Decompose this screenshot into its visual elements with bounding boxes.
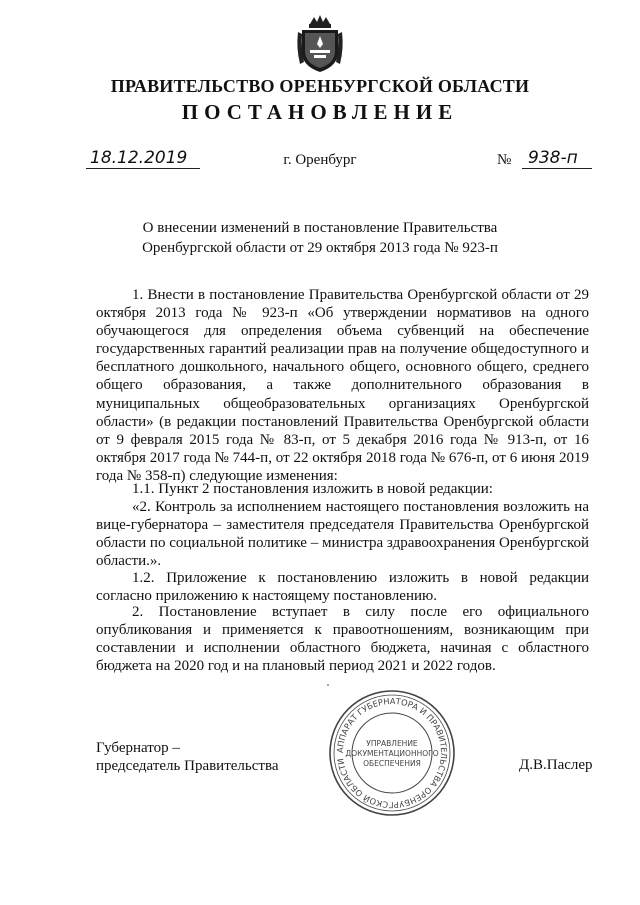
scan-dot (327, 684, 329, 686)
body-paragraph-1: 1. Внести в постановление Правительства Оренбургской области от 29 октября 2013 года № 923-п «Об утверждении нормативов на одного обучающегося для определения объема субвенций на обеспечение государственных гарантий реализации прав на получение общедоступного и бесплатного дошкольного, начального общего, основного общего, среднего общего образования, а также дополнительного образования в муниципальных общеобразовательных организациях Оренбургской области» (в редакции постановлений Правительства Оренбургской области от 9 февраля 2015 года № 83-п, от 5 декабря 2016 года № 913-п, от 16 октября 2017 года № 744-п, от 22 октября 2018 года № 676-п, от 6 июня 2019 года № 358-п) следующие изменения: (96, 287, 589, 484)
document-type: ПОСТАНОВЛЕНИЕ (181, 100, 459, 124)
official-stamp (327, 688, 457, 818)
document-city: г. Оренбург (283, 152, 357, 168)
government-title: ПРАВИТЕЛЬСТВО ОРЕНБУРГСКОЙ ОБЛАСТИ (110, 76, 530, 96)
document-number: 938-п (528, 148, 578, 168)
document-subject: О внесении изменений в постановление Правительства Оренбургской области от 29 октября 2013 года № 923-п (142, 220, 498, 256)
body-paragraph-1-2: 1.2. Приложение к постановлению изложить в новой редакции согласно приложению к настоящему постановлению. (96, 570, 589, 605)
stamp-line-1: УПРАВЛЕНИЕ (366, 739, 418, 748)
stamp-icon (327, 688, 457, 818)
signatory-title (96, 739, 279, 775)
number-sign: № (497, 152, 512, 168)
stamp-ring-text: АППАРАТ ГУБЕРНАТОРА И ПРАВИТЕЛЬСТВА ОРЕНБУРГСКОЙ ОБЛАСТИ (334, 695, 450, 811)
signatory-name: Д.В.Паслер (519, 757, 593, 773)
body-paragraph-2: 2. Постановление вступает в силу после его официального опубликования и применяется к правоотношениям, возникающим при составлении и исполнении областного бюджета, начиная с областного бюджета на 2020 год и на плановый период 2021 и 2022 годов. (96, 604, 589, 675)
document-date: 18.12.2019 (90, 148, 188, 168)
body-paragraph-1-1: 1.1. Пункт 2 постановления изложить в новой редакции: (132, 481, 493, 497)
stamp-line-3: ОБЕСПЕЧЕНИЯ (363, 759, 421, 768)
coat-of-arms-icon (296, 14, 344, 76)
number-underline (522, 168, 592, 169)
stamp-line-2: ДОКУМЕНТАЦИОННОГО (345, 749, 439, 758)
signatory-title-line-1: Губернатор – (96, 740, 180, 756)
signatory-title-line-2: председатель Правительства (96, 758, 279, 774)
body-paragraph-quote: «2. Контроль за исполнением настоящего постановления возложить на вице-губернатора – заместителя председателя Правительства Оренбургской области по социальной политике – министра здравоохранения Оренбургской области.». (96, 499, 589, 570)
